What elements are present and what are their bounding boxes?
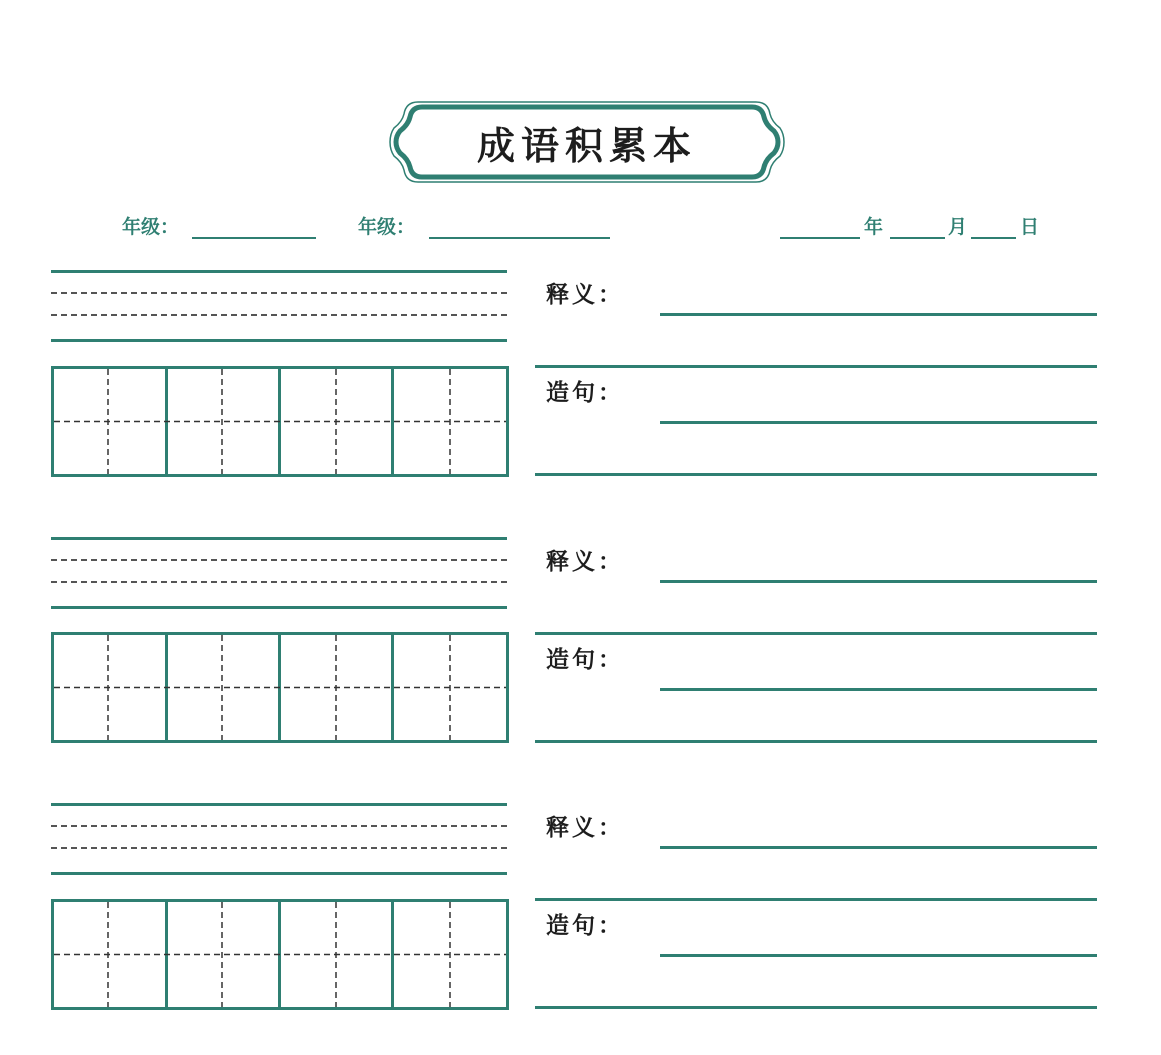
pinyin-top-line	[51, 803, 507, 806]
grade-field-2[interactable]	[429, 237, 610, 239]
sentence-label: 造句：	[546, 646, 624, 673]
day-label: 日	[1020, 216, 1040, 238]
sentence-line[interactable]	[535, 1006, 1097, 1009]
meaning-label: 释义：	[546, 814, 624, 841]
character-grid[interactable]	[51, 632, 509, 743]
pinyin-top-line	[51, 537, 507, 540]
pinyin-dash-line	[51, 581, 507, 583]
sentence-line[interactable]	[535, 740, 1097, 743]
character-grid[interactable]	[51, 366, 509, 477]
grade-label-2: 年级：	[358, 216, 416, 238]
year-field[interactable]	[780, 237, 860, 239]
sentence-line[interactable]	[660, 421, 1097, 424]
page-title: 成语积累本	[476, 122, 697, 168]
meaning-line[interactable]	[535, 365, 1097, 368]
pinyin-dash-line	[51, 314, 507, 316]
month-field[interactable]	[890, 237, 945, 239]
day-field[interactable]	[971, 237, 1016, 239]
meaning-label: 释义：	[546, 548, 624, 575]
pinyin-top-line	[51, 270, 507, 273]
pinyin-dash-line	[51, 825, 507, 827]
year-label: 年	[864, 216, 884, 238]
sentence-label: 造句：	[546, 379, 624, 406]
grade-label-1: 年级：	[122, 216, 180, 238]
meaning-line[interactable]	[660, 313, 1097, 316]
sentence-line[interactable]	[660, 954, 1097, 957]
pinyin-dash-line	[51, 847, 507, 849]
grade-field-1[interactable]	[192, 237, 316, 239]
meaning-line[interactable]	[660, 580, 1097, 583]
month-label: 月	[948, 216, 968, 238]
character-grid[interactable]	[51, 899, 509, 1010]
pinyin-dash-line	[51, 292, 507, 294]
pinyin-dash-line	[51, 559, 507, 561]
meaning-line[interactable]	[660, 846, 1097, 849]
meaning-line[interactable]	[535, 898, 1097, 901]
pinyin-bottom-line[interactable]	[51, 339, 507, 342]
sentence-line[interactable]	[660, 688, 1097, 691]
sentence-label: 造句：	[546, 912, 624, 939]
pinyin-bottom-line[interactable]	[51, 606, 507, 609]
meaning-label: 释义：	[546, 281, 624, 308]
meaning-line[interactable]	[535, 632, 1097, 635]
pinyin-bottom-line[interactable]	[51, 872, 507, 875]
title-plaque	[388, 98, 786, 186]
sentence-line[interactable]	[535, 473, 1097, 476]
